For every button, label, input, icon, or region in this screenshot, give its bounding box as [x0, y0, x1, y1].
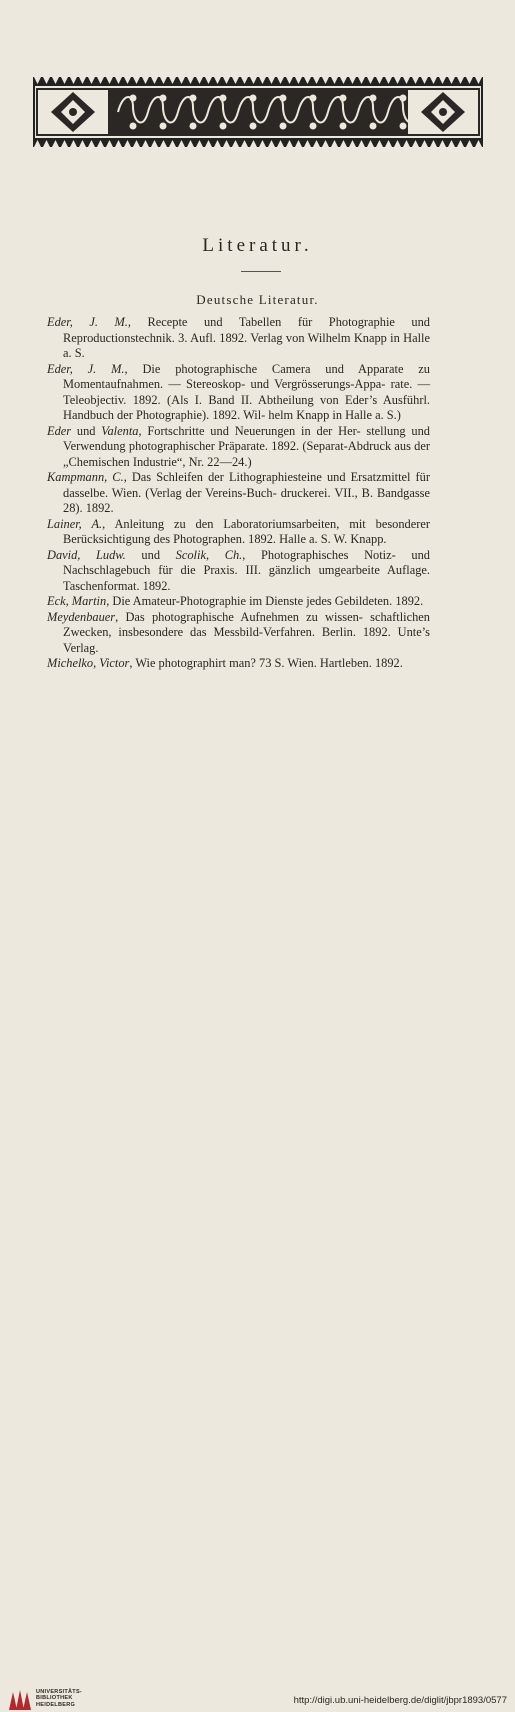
entry-text: , Das photographische Aufnehmen zu wissen- schaftlichen Zwecken, insbesondere das Messbild-Verfahren. Berlin. 1892. Unte’s Verlag.	[63, 609, 430, 655]
entry-text: , Die Amateur-Photographie im Dienste jedes Gebildeten. 1892.	[106, 594, 424, 608]
section-subtitle: Deutsche Literatur.	[196, 292, 319, 307]
list-item	[47, 424, 430, 471]
entry-conjunction: und	[125, 547, 176, 562]
bibliography-list	[47, 315, 430, 672]
entry-text: , Fortschritte und Neuerungen in der Her- stellung und Verwendung photographischer Präparate. 1892. (Separat-Abdruck aus der „Chemischen Industrie“, Nr. 22—24.)	[63, 423, 431, 469]
list-item	[47, 517, 430, 548]
entry-text: , Photographisches Notiz- und Nachschlagebuch für die Praxis. III. gänzlich umgearbeite Auflage. Taschenformat. 1892.	[63, 547, 430, 593]
title-rule	[241, 271, 281, 272]
list-item	[47, 548, 430, 595]
entry-author: Eder, J. M.	[47, 315, 128, 329]
decorative-header-ornament	[33, 77, 483, 147]
entry-author: Scolik, Ch.	[175, 547, 243, 562]
list-item	[47, 470, 430, 517]
list-item	[47, 610, 430, 657]
university-library-logo-icon	[7, 1688, 33, 1712]
entry-author: Eder	[47, 423, 72, 438]
entry-author: Kampmann, C.	[47, 470, 124, 484]
entry-text: , Das Schleifen der Lithographiesteine und Ersatzmittel für dasselbe. Wien. (Verlag der Vereins-Buch- druckerei. VII., B. Bandgasse 28). 1892.	[63, 470, 430, 515]
entry-author: Eck, Martin	[47, 594, 107, 608]
list-item	[47, 656, 430, 672]
entry-author: Valenta	[101, 423, 139, 438]
list-item	[47, 362, 430, 424]
source-url[interactable]: http://digi.ub.uni-heidelberg.de/diglit/jbpr1893/0577	[293, 1695, 507, 1706]
entry-author: Eder, J. M.	[47, 361, 125, 376]
footer	[0, 842, 515, 1708]
page-title: Literatur.	[202, 235, 313, 256]
list-item	[47, 315, 430, 362]
entry-text: , Anleitung zu den Laboratoriumsarbeiten, mit besonderer Berücksichtigung des Photographen. 1892. Halle a. S. W. Knapp.	[63, 516, 431, 546]
entry-text: , Wie photographirt man? 73 S. Wien. Hartleben. 1892.	[129, 656, 403, 670]
list-item	[47, 594, 430, 610]
entry-author: Meydenbauer	[47, 609, 116, 624]
entry-author: David, Ludw.	[47, 547, 126, 562]
entry-author: Lainer, A.	[47, 516, 103, 531]
entry-author: Michelko, Victor	[47, 656, 130, 670]
library-name: UNIVERSITÄTS- BIBLIOTHEK HEIDELBERG	[36, 1689, 83, 1708]
entry-text: , Die photographische Camera und Apparate zu Momentaufnahmen. — Stereoskop- und Vergrösserungs-Appa- rate. — Teleobjectiv. 1892. (Als I. Band II. Abtheilung von Eder’s Ausführl. Handbuch der Photographie). 1892. Wil- helm Knapp in Halle a. S.)	[63, 361, 430, 422]
entry-text: , Recepte und Tabellen für Photographie und Reproductionstechnik. 3. Aufl. 1892. Verlag von Wilhelm Knapp in Halle a. S.	[63, 315, 430, 360]
entry-conjunction: und	[71, 423, 102, 438]
